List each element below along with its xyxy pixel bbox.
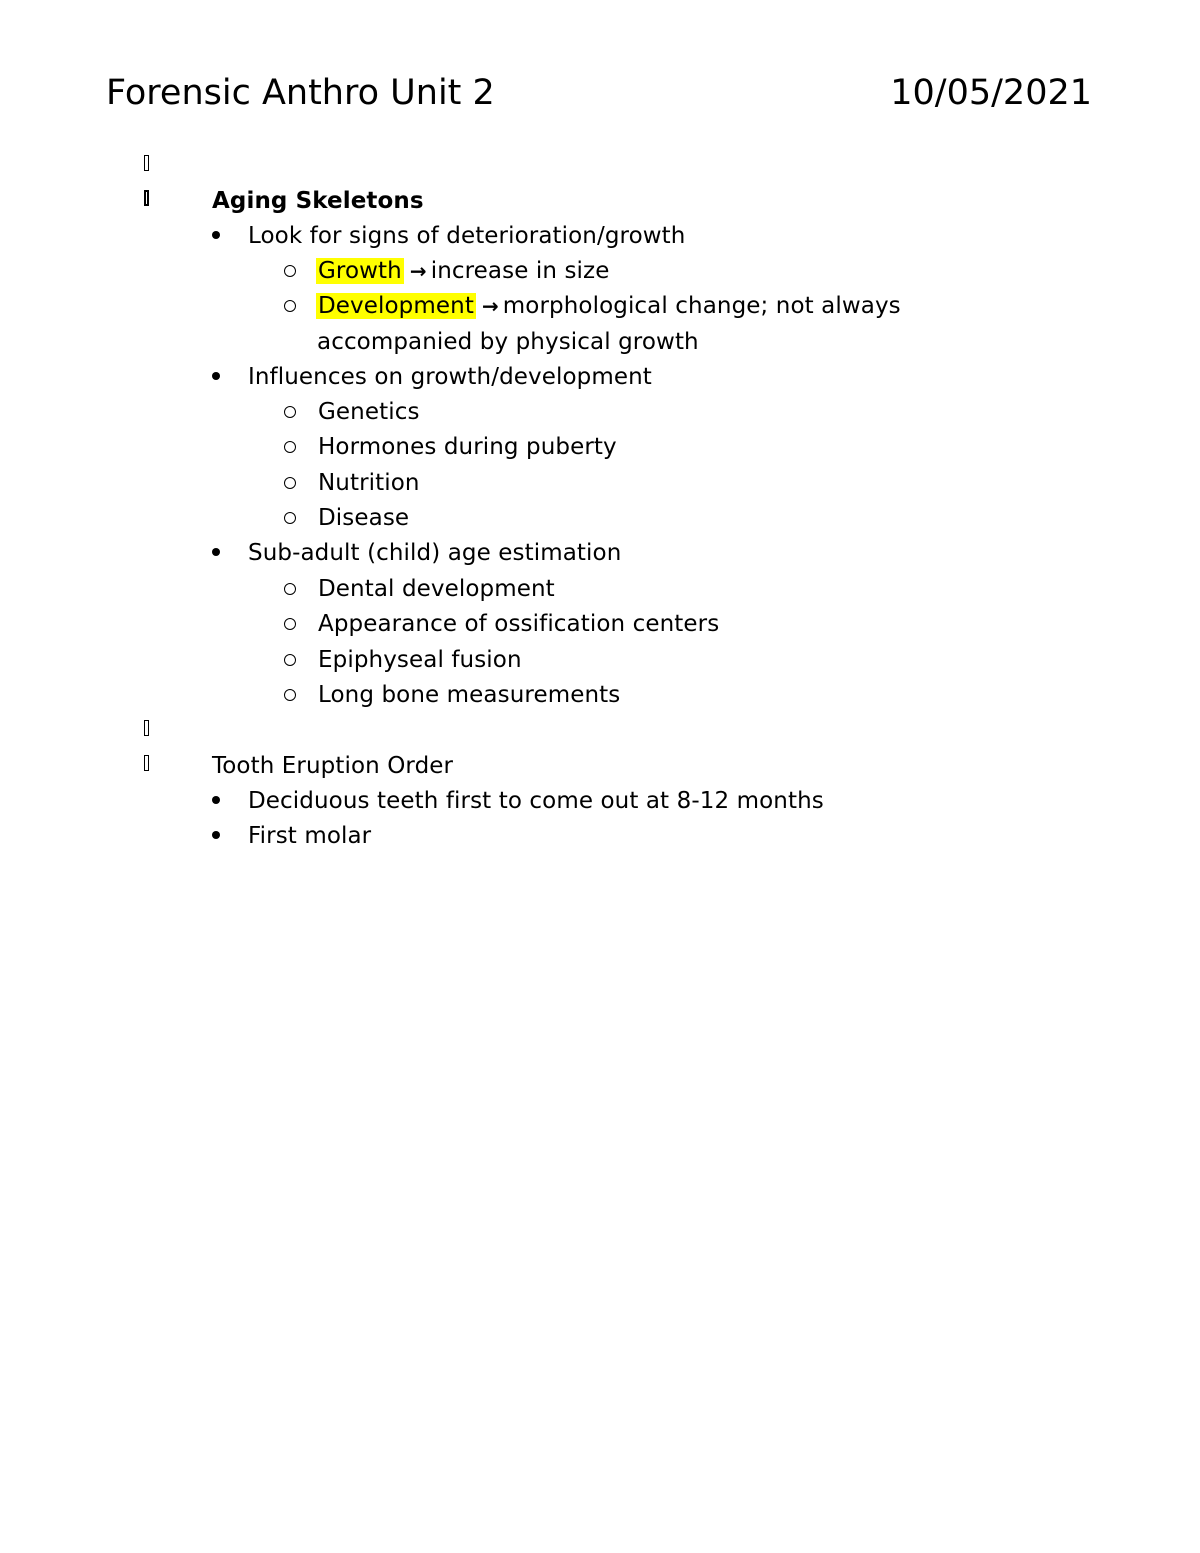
missing-glyph-icon	[144, 720, 149, 736]
hollow-bullet-icon	[284, 654, 296, 666]
sub-list-item	[318, 291, 901, 321]
sub-list-item: Genetics	[318, 399, 420, 425]
arrow-icon: →	[409, 259, 427, 283]
list-item: Look for signs of deterioration/growth	[248, 223, 686, 249]
missing-glyph-icon	[144, 190, 149, 206]
bullet-icon	[212, 796, 220, 804]
term-definition: morphological change; not always	[502, 293, 901, 319]
section-heading: Tooth Eruption Order	[212, 753, 454, 779]
highlighted-term: Growth	[318, 258, 402, 284]
sub-list-item: Hormones during puberty	[318, 434, 617, 460]
list-item: Influences on growth/development	[248, 364, 652, 390]
highlighted-term: Development	[318, 293, 474, 319]
hollow-bullet-icon	[284, 441, 296, 453]
list-item: Sub-adult (child) age estimation	[248, 540, 622, 566]
page-title: Forensic Anthro Unit 2	[106, 73, 495, 113]
sub-list-item: Long bone measurements	[318, 682, 621, 708]
list-item: Deciduous teeth first to come out at 8-12 months	[248, 788, 824, 814]
sub-list-item-continuation: accompanied by physical growth	[317, 329, 699, 355]
arrow-icon: →	[481, 294, 499, 318]
hollow-bullet-icon	[284, 583, 296, 595]
bullet-icon	[212, 548, 220, 556]
bullet-icon	[212, 372, 220, 380]
sub-list-item: Appearance of ossification centers	[318, 611, 720, 637]
bullet-icon	[212, 231, 220, 239]
sub-list-item: Disease	[318, 505, 410, 531]
bullet-icon	[212, 831, 220, 839]
section-heading: Aging Skeletons	[212, 188, 424, 214]
missing-glyph-icon	[144, 755, 149, 771]
hollow-bullet-icon	[284, 618, 296, 630]
missing-glyph-icon	[144, 155, 149, 171]
hollow-bullet-icon	[284, 406, 296, 418]
page-date: 10/05/2021	[890, 73, 1092, 113]
hollow-bullet-icon	[284, 265, 296, 277]
list-item: First molar	[248, 823, 372, 849]
sub-list-item	[318, 256, 609, 286]
sub-list-item: Nutrition	[318, 470, 420, 496]
hollow-bullet-icon	[284, 689, 296, 701]
term-definition: increase in size	[430, 258, 610, 284]
hollow-bullet-icon	[284, 512, 296, 524]
hollow-bullet-icon	[284, 477, 296, 489]
sub-list-item: Dental development	[318, 576, 555, 602]
sub-list-item: Epiphyseal fusion	[318, 647, 522, 673]
hollow-bullet-icon	[284, 300, 296, 312]
